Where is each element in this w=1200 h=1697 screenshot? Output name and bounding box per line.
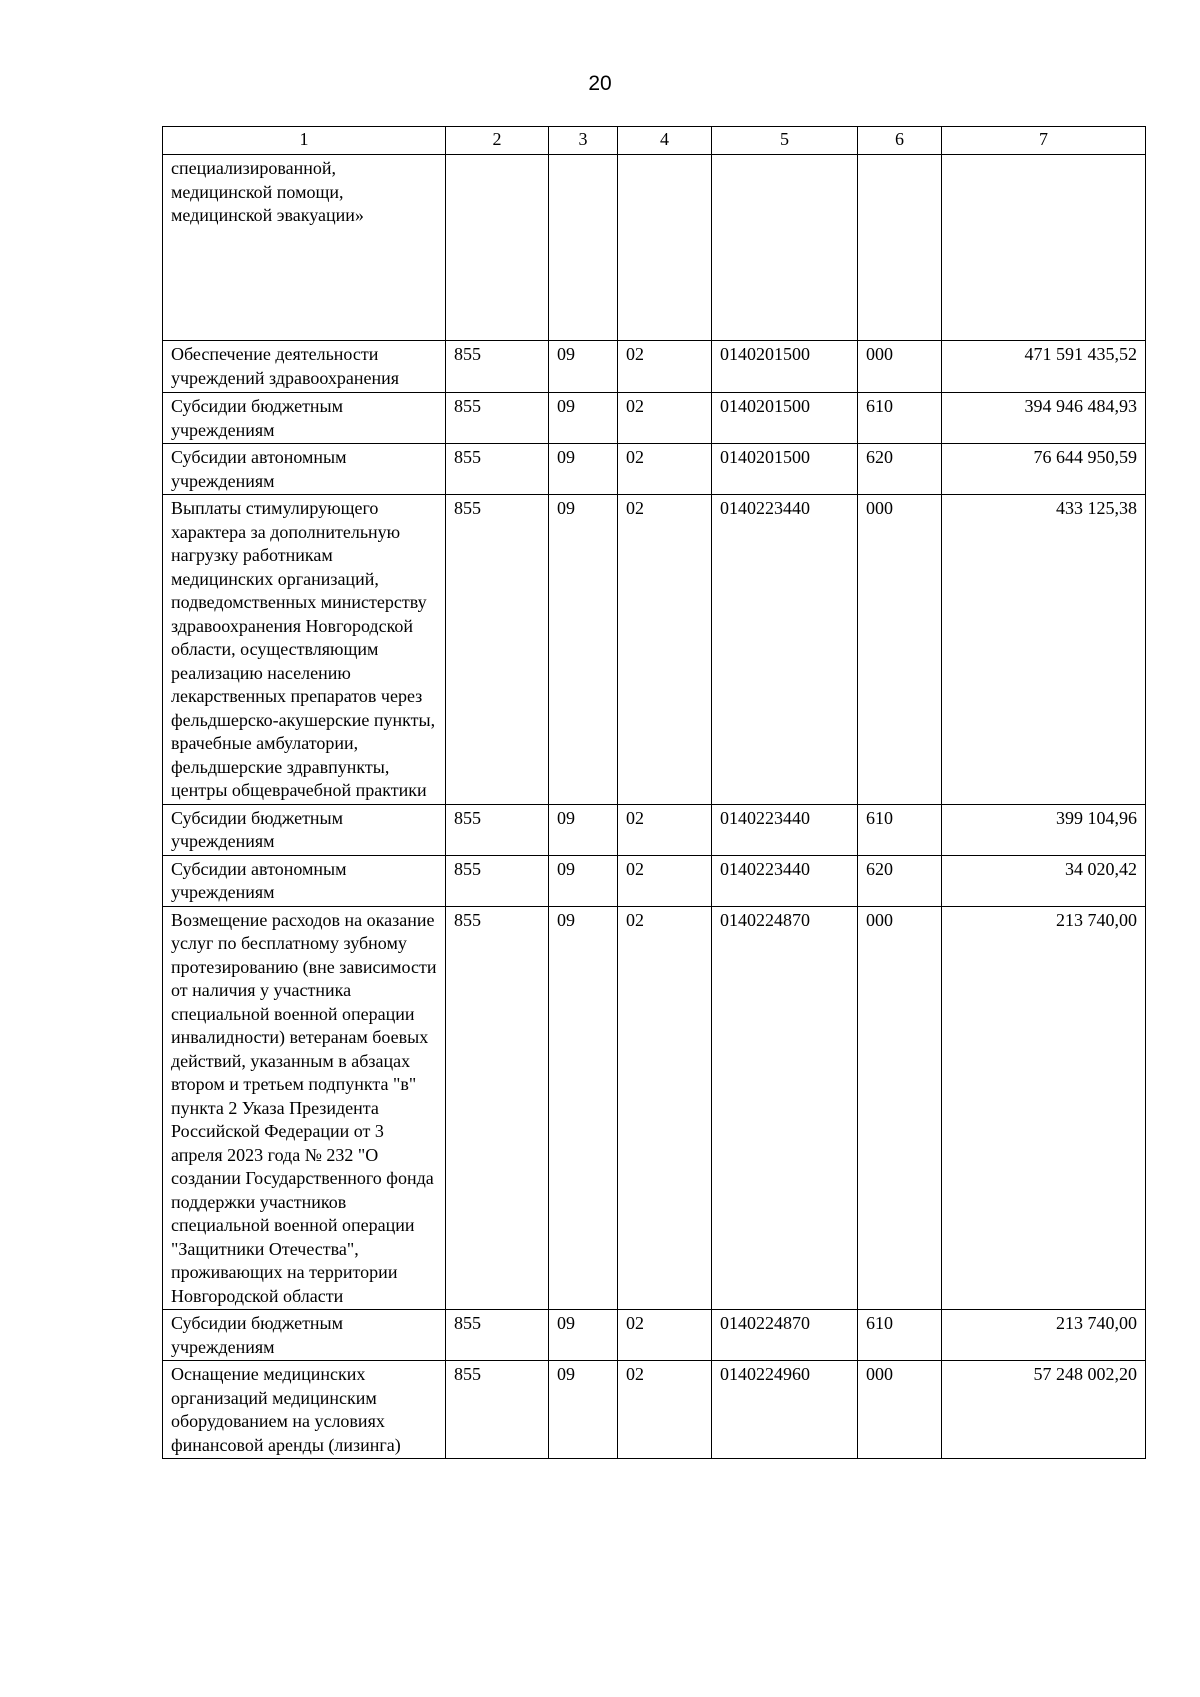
cell-expense-type: 000	[858, 906, 942, 1310]
cell-target-article: 0140224960	[712, 1361, 858, 1459]
cell-target-article: 0140223440	[712, 495, 858, 805]
table-row	[163, 1310, 1146, 1361]
cell-section: 09	[549, 341, 618, 393]
cell-section: 09	[549, 444, 618, 495]
cell-amount: 399 104,96	[942, 804, 1146, 855]
row-name-cell: Оснащение медицинских организаций медицинским оборудованием на условиях финансовой аренды (лизинга)	[163, 1361, 446, 1459]
cell-amount: 213 740,00	[942, 1310, 1146, 1361]
budget-table	[162, 126, 1146, 1459]
cell-amount: 213 740,00	[942, 906, 1146, 1310]
cell-subsection: 02	[618, 804, 712, 855]
page-number: 20	[588, 72, 612, 95]
cell-expense-type: 610	[858, 1310, 942, 1361]
table-row	[163, 855, 1146, 906]
row-name-cell: специализированной, медицинской помощи, медицинской эвакуации»	[163, 155, 446, 341]
column-header: 4	[618, 127, 712, 155]
column-header: 2	[446, 127, 549, 155]
cell-expense-type	[858, 155, 942, 341]
cell-target-article: 0140201500	[712, 341, 858, 393]
cell-subsection: 02	[618, 495, 712, 805]
cell-target-article: 0140223440	[712, 804, 858, 855]
cell-subsection: 02	[618, 855, 712, 906]
row-name-cell: Субсидии бюджетным учреждениям	[163, 393, 446, 444]
cell-expense-type: 000	[858, 1361, 942, 1459]
table-header-row	[163, 127, 1146, 155]
row-name-cell: Обеспечение деятельности учреждений здравоохранения	[163, 341, 446, 393]
cell-amount: 34 020,42	[942, 855, 1146, 906]
cell-expense-type: 000	[858, 341, 942, 393]
column-header: 7	[942, 127, 1146, 155]
cell-section: 09	[549, 495, 618, 805]
cell-section: 09	[549, 1310, 618, 1361]
cell-amount: 433 125,38	[942, 495, 1146, 805]
cell-ministry-code: 855	[446, 906, 549, 1310]
cell-amount: 57 248 002,20	[942, 1361, 1146, 1459]
row-name-cell: Возмещение расходов на оказание услуг по бесплатному зубному протезированию (вне зависимости от наличия у участника специальной военной операции инвалидности) ветеранам боевых действий, указанным в абзацах втором и третьем подпункта "в" пункта 2 Указа Президента Российской Федерации от 3 апреля 2023 года № 232 "О создании Государственного фонда поддержки участников специальной военной операции "Защитники Отечества", проживающих на территории Новгородской области	[163, 906, 446, 1310]
cell-section: 09	[549, 393, 618, 444]
cell-section: 09	[549, 804, 618, 855]
cell-subsection: 02	[618, 1310, 712, 1361]
cell-amount: 76 644 950,59	[942, 444, 1146, 495]
row-name-cell: Субсидии автономным учреждениям	[163, 855, 446, 906]
cell-section: 09	[549, 1361, 618, 1459]
cell-subsection: 02	[618, 906, 712, 1310]
cell-expense-type: 610	[858, 393, 942, 444]
cell-amount	[942, 155, 1146, 341]
row-name-cell: Субсидии бюджетным учреждениям	[163, 804, 446, 855]
cell-amount: 471 591 435,52	[942, 341, 1146, 393]
column-header: 5	[712, 127, 858, 155]
cell-ministry-code: 855	[446, 495, 549, 805]
table-row	[163, 155, 1146, 341]
table-row	[163, 906, 1146, 1310]
cell-ministry-code: 855	[446, 855, 549, 906]
cell-subsection: 02	[618, 444, 712, 495]
cell-target-article: 0140201500	[712, 444, 858, 495]
cell-ministry-code: 855	[446, 393, 549, 444]
cell-subsection: 02	[618, 1361, 712, 1459]
column-header: 1	[163, 127, 446, 155]
cell-target-article: 0140224870	[712, 906, 858, 1310]
cell-ministry-code: 855	[446, 1361, 549, 1459]
cell-expense-type: 000	[858, 495, 942, 805]
cell-amount: 394 946 484,93	[942, 393, 1146, 444]
column-header: 6	[858, 127, 942, 155]
cell-target-article: 0140224870	[712, 1310, 858, 1361]
cell-expense-type: 610	[858, 804, 942, 855]
table-row	[163, 444, 1146, 495]
table-row	[163, 1361, 1146, 1459]
cell-ministry-code	[446, 155, 549, 341]
cell-subsection: 02	[618, 393, 712, 444]
row-name-cell: Субсидии бюджетным учреждениям	[163, 1310, 446, 1361]
table-row	[163, 393, 1146, 444]
table-row	[163, 804, 1146, 855]
cell-subsection	[618, 155, 712, 341]
cell-ministry-code: 855	[446, 444, 549, 495]
cell-subsection: 02	[618, 341, 712, 393]
cell-target-article: 0140201500	[712, 393, 858, 444]
row-name-cell: Выплаты стимулирующего характера за дополнительную нагрузку работникам медицинских организаций, подведомственных министерству здравоохранения Новгородской области, осуществляющим реализацию населению лекарственных препаратов через фельдшерско-акушерские пункты, врачебные амбулатории, фельдшерские здравпункты, центры общеврачебной практики	[163, 495, 446, 805]
cell-expense-type: 620	[858, 444, 942, 495]
table-row	[163, 495, 1146, 805]
cell-expense-type: 620	[858, 855, 942, 906]
cell-ministry-code: 855	[446, 341, 549, 393]
cell-ministry-code: 855	[446, 804, 549, 855]
table-row	[163, 341, 1146, 393]
cell-section: 09	[549, 906, 618, 1310]
cell-section	[549, 155, 618, 341]
row-name-cell: Субсидии автономным учреждениям	[163, 444, 446, 495]
cell-target-article: 0140223440	[712, 855, 858, 906]
cell-section: 09	[549, 855, 618, 906]
cell-target-article	[712, 155, 858, 341]
cell-ministry-code: 855	[446, 1310, 549, 1361]
column-header: 3	[549, 127, 618, 155]
